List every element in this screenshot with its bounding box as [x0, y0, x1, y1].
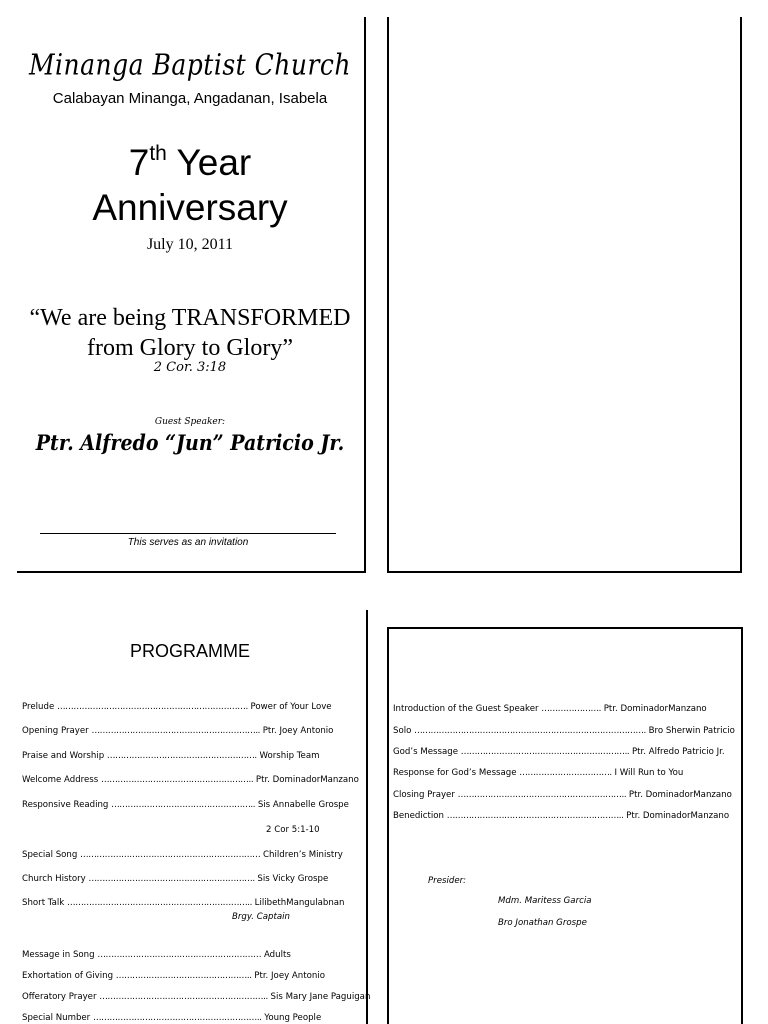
responsive-reading-reference: 2 Cor 5:1-10	[266, 825, 320, 835]
programme-item-label: Introduction of the Guest Speaker	[393, 704, 539, 714]
leader-dots: ……………………………………………………..	[460, 747, 630, 757]
programme-row	[393, 790, 732, 800]
anniversary-suffix: th	[149, 142, 167, 165]
leader-dots: …………………………………………………………..	[67, 898, 252, 908]
programme-item-value: Ptr. Joey Antonio	[262, 726, 334, 736]
programme-item-label: God’s Message	[393, 747, 458, 757]
programme-item-label: Offeratory Prayer	[22, 992, 97, 1002]
programme-item-value: Bro Sherwin Patricio	[648, 726, 735, 736]
programme-item-label: Closing Prayer	[393, 790, 455, 800]
leader-dots: ……………………………………………………..	[457, 790, 627, 800]
programme-item-label: Short Talk	[22, 898, 65, 908]
programme-item-value: Sis Vicky Grospe	[257, 874, 329, 884]
programme-item-label: Church History	[22, 874, 86, 884]
invitation-signature-line	[40, 533, 336, 534]
leader-dots: …………………………….	[519, 768, 612, 778]
programme-item-label: Message in Song	[22, 950, 95, 960]
programme-item-value: Ptr. DominadorManzano	[255, 775, 359, 785]
programme-item-label: Opening Prayer	[22, 726, 89, 736]
programme-item-label: Exhortation of Giving	[22, 971, 114, 981]
programme-item-value: LilibethMangulabnan	[254, 898, 345, 908]
cover-bottom-border	[17, 571, 366, 573]
leader-dots: …………………………………………………….	[88, 874, 255, 884]
presider-name: Mdm. Maritess Garcia	[498, 896, 592, 906]
leader-dots: …………………………………………..	[115, 971, 252, 981]
cover-right-border	[364, 17, 366, 573]
programme-heading: PROGRAMME	[129, 641, 250, 661]
theme-reference: 2 Cor. 3:18	[153, 360, 227, 375]
programme-row	[22, 1013, 321, 1023]
programme-right-top-border	[387, 627, 743, 629]
leader-dots: ………………………………………………………..	[446, 811, 624, 821]
programme-item-label: Praise and Worship	[22, 751, 105, 761]
programme-row	[22, 702, 332, 712]
programme-item-label: Special Number	[22, 1013, 91, 1023]
programme-item-label: Solo	[393, 726, 412, 736]
programme-item-label: Benediction	[393, 811, 444, 821]
programme-item-value: Ptr. Joey Antonio	[254, 971, 325, 981]
programme-row	[22, 874, 328, 884]
invitation-note: This serves as an invitation	[127, 537, 249, 548]
programme-row	[22, 950, 291, 960]
programme-row	[22, 726, 333, 736]
programme-row	[22, 800, 349, 810]
leader-dots: ……………………………………………………..	[92, 1013, 262, 1023]
programme-row	[22, 775, 359, 785]
programme-item-value: Young People	[264, 1013, 322, 1023]
anniversary-year-word: Year	[176, 142, 252, 183]
leader-dots: ……………………………………………………	[97, 950, 262, 960]
anniversary-number: 7	[128, 142, 150, 183]
programme-item-label: Responsive Reading	[22, 800, 109, 810]
programme-item-value: Ptr. DominadorManzano	[626, 811, 730, 821]
leader-dots: ………………….	[541, 704, 601, 714]
programme-item-label: Special Song	[22, 850, 78, 860]
church-address: Calabayan Minanga, Angadanan, Isabela	[52, 90, 328, 107]
theme-line-2: from Glory to Glory”	[87, 335, 293, 361]
anniversary-date: July 10, 2011	[146, 236, 234, 253]
programme-item-value: Ptr. DominadorManzano	[628, 790, 732, 800]
blank-panel-right-border	[740, 17, 742, 573]
programme-item-label: Prelude	[22, 702, 55, 712]
programme-item-value: Sis Annabelle Grospe	[257, 800, 349, 810]
programme-item-value: Sis Mary Jane Paguigan	[270, 992, 371, 1002]
programme-row	[393, 768, 683, 778]
programme-item-value: Ptr. Alfredo Patricio Jr.	[632, 747, 725, 757]
programme-item-value: Power of Your Love	[250, 702, 332, 712]
programme-row	[22, 898, 344, 908]
programme-left-divider	[366, 610, 368, 1024]
programme-row	[393, 704, 707, 714]
programme-item-label: Response for God’s Message	[393, 768, 517, 778]
presider-label: Presider:	[428, 876, 467, 886]
leader-dots: ………………………………………………..	[101, 775, 254, 785]
programme-row	[22, 751, 319, 761]
presider-name: Bro Jonathan Grospe	[498, 918, 587, 928]
leader-dots: ……………………………………………..	[111, 800, 256, 810]
programme-item-value: Ptr. DominadorManzano	[603, 704, 707, 714]
programme-item-value: Worship Team	[259, 751, 320, 761]
programme-item-value: I Will Run to You	[614, 768, 684, 778]
leader-dots: ……………………………………………………..	[99, 992, 268, 1002]
programme-right-right-border	[741, 627, 743, 1024]
blank-panel-left-border	[387, 17, 389, 573]
leader-dots: …………………………………………………………….	[56, 702, 248, 712]
programme-row	[22, 971, 325, 981]
leader-dots: …………………………………………………………	[80, 850, 261, 860]
leader-dots: ……………………………………………….	[106, 751, 257, 761]
programme-right-left-border	[387, 627, 389, 1024]
anniversary-word: Anniversary	[92, 187, 288, 228]
programme-row	[22, 992, 370, 1002]
theme-line-1: “We are being TRANSFORMED	[29, 305, 351, 331]
blank-panel-bottom-border	[387, 571, 742, 573]
programme-row	[393, 726, 735, 736]
programme-row	[22, 850, 343, 860]
leader-dots: ……………………………………………………..	[91, 726, 260, 736]
programme-item-value: Adults	[263, 950, 291, 960]
programme-row	[393, 811, 729, 821]
programme-item-value: Children’s Ministry	[263, 850, 343, 860]
short-talk-title: Brgy. Captain	[232, 912, 290, 922]
theme-quote	[15, 303, 365, 363]
programme-row	[393, 747, 725, 757]
guest-speaker-label: Guest Speaker:	[154, 417, 226, 427]
anniversary-title	[20, 140, 360, 230]
church-name: Minanga Baptist Church	[28, 47, 352, 82]
guest-speaker-name: Ptr. Alfredo “Jun” Patricio Jr.	[35, 430, 345, 456]
leader-dots: ………………………………………………………………………….	[414, 726, 646, 736]
programme-item-label: Welcome Address	[22, 775, 99, 785]
